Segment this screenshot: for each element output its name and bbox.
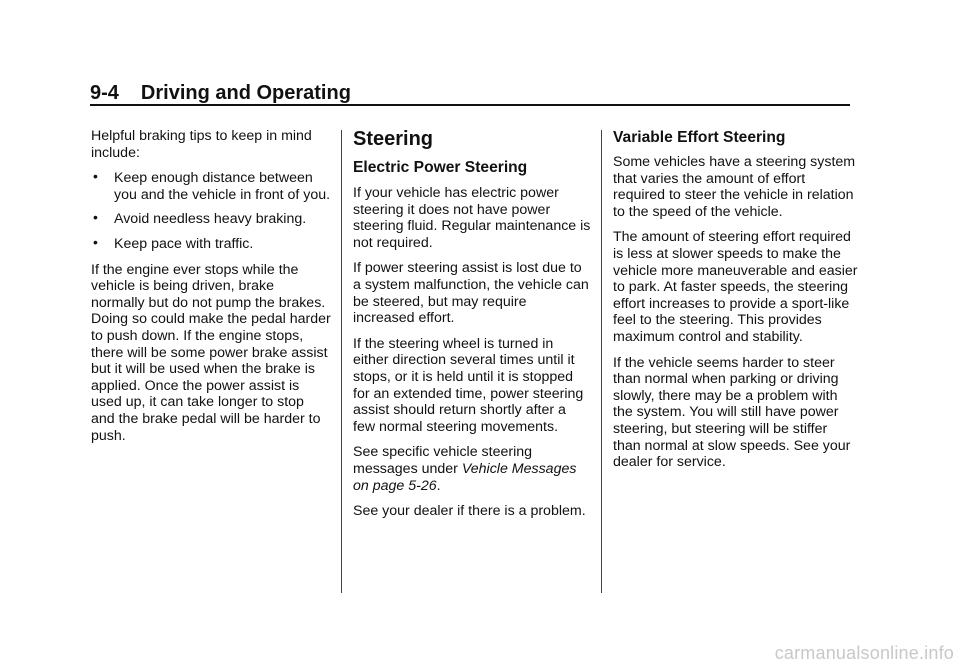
paragraph: If the steering wheel is turned in either direction several times until it stops, or it is held until it is stopped for an extended time, power steering assist should return shortly after a few normal steering movements. [353,335,584,435]
paragraph: See your dealer if there is a problem. [353,503,586,520]
cross-reference-link[interactable]: Vehicle Messages on page 5-26 [353,460,577,494]
paragraph: The amount of steering effort required is less at slower speeds to make the vehicle more maneuverable and easier to park. At faster speeds, the steering effort increases to provide a sport-like feel to the steering. This provides maximum control and stability. [613,229,858,345]
braking-tips-list [91,170,331,252]
subheading-electric-power-steering: Electric Power Steering [353,159,528,176]
watermark: carmanualsonline.info [774,643,954,663]
list-item: • Keep pace with traffic. [93,233,254,252]
bullet-icon: • [93,233,98,250]
paragraph: Some vehicles have a steering system that varies the amount of effort required to steer the vehicle in relation to the speed of the vehicle. [613,154,856,220]
column-divider [341,130,342,593]
list-item: • Avoid needless heavy braking. [93,209,307,228]
page-number: 9-4 [90,82,119,104]
paragraph: If the vehicle seems harder to steer than normal when parking or driving slowly, there may be a problem with the system. You will still have power steering, but steering will be stiffer than normal at slow speeds. See your dealer for service. [613,354,851,471]
intro-text: Helpful braking tips to keep in mind include: [91,128,312,161]
list-item: • Keep enough distance between you and the vehicle in front of you. [93,168,331,203]
header-divider [90,104,850,106]
paragraph-vehicle-messages: See specific vehicle steering messages under Vehicle Messages on page 5-26. [353,444,577,494]
engine-stop-paragraph: If the engine ever stops while the vehicle is being driven, brake normally but do not pump the brakes. Doing so could make the pedal harder to push down. If the engine stops, there will be some power brake assist but it will be used when the brake is applied. Once the power assist is used up, it can take longer to stop and the brake pedal will be harder to push. [91,261,331,444]
column-variable-effort [613,128,858,480]
bullet-icon: • [93,168,98,185]
paragraph: If power steering assist is lost due to a system malfunction, the vehicle can be steered, but may require increased effort. [353,260,589,327]
column-braking-tips [91,128,331,453]
column-steering [353,128,591,529]
column-divider [601,130,602,593]
subheading-variable-effort-steering: Variable Effort Steering [613,129,786,146]
bullet-icon: • [93,209,98,226]
section-heading-steering: Steering [353,128,434,150]
section-title: Driving and Operating [140,82,351,104]
page-header [90,82,850,105]
paragraph: If your vehicle has electric power steering it does not have power steering fluid. Regular maintenance is not required. [353,185,591,251]
